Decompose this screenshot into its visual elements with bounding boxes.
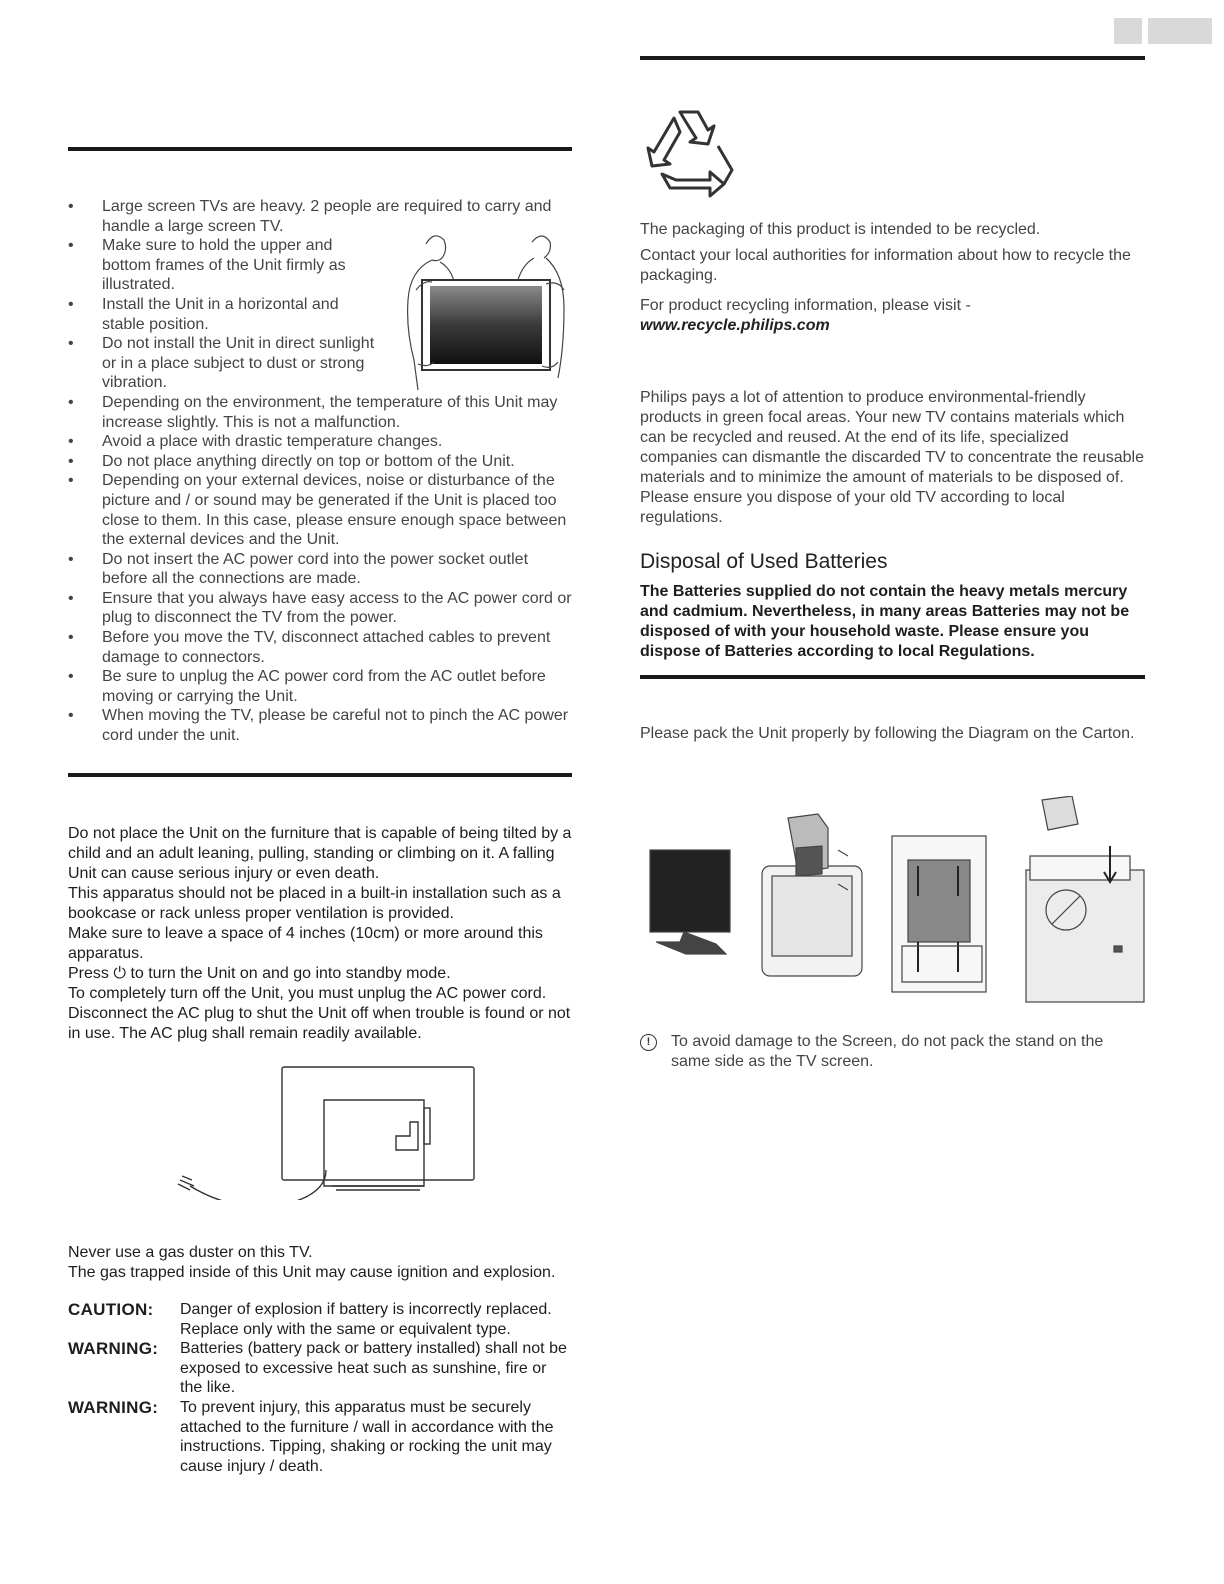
list-item: • Do not insert the AC power cord into the power socket outlet before all the connections are made.	[68, 550, 572, 589]
recycling-link[interactable]: www.recycle.philips.com	[640, 317, 830, 334]
caution-row	[68, 1300, 572, 1339]
safety-paragraph-power: Press ⏻ to turn the Unit on and go into standby mode.	[68, 965, 451, 982]
list-item: • Depending on your external devices, noise or disturbance of the picture and / or sound may be generated if the Unit is placed too close to them. In this case, please ensure enough space between the external devices and the Unit.	[68, 471, 572, 549]
warning-label: WARNING:	[68, 1339, 159, 1359]
batteries-text-block	[640, 582, 1145, 662]
packing-note-text: To avoid damage to the Screen, do not pack the stand on the same side as the TV screen.	[671, 1033, 1104, 1070]
list-item: • Avoid a place with drastic temperature changes.	[68, 432, 572, 452]
recycling-line: Contact your local authorities for information about how to recycle the packaging.	[640, 247, 1131, 284]
safety-section	[68, 824, 572, 1044]
list-item: • Before you move the TV, disconnect attached cables to prevent damage to connectors.	[68, 628, 572, 667]
tv-packing-diagram	[648, 796, 1146, 1008]
list-item: • Make sure to hold the upper and bottom frames of the Unit firmly as illustrated.	[68, 236, 572, 295]
section-rule-packing	[640, 675, 1145, 679]
batteries-heading: Disposal of Used Batteries	[640, 550, 888, 573]
warnings-section	[68, 1300, 572, 1476]
recycling-line: The packaging of this product is intended to be recycled.	[640, 221, 1041, 238]
safety-paragraph: To completely turn off the Unit, you must unplug the AC power cord.	[68, 985, 547, 1002]
packing-text: Please pack the Unit properly by following the Diagram on the Carton.	[640, 725, 1135, 742]
note-icon: !	[640, 1034, 657, 1051]
caution-text: Danger of explosion if battery is incorrectly replaced. Replace only with the same or equivalent type.	[180, 1301, 552, 1338]
packing-section	[640, 724, 1145, 750]
recycling-visit-line	[640, 296, 1145, 336]
safety-paragraph: This apparatus should not be placed in a built-in installation such as a bookcase or rack unless proper ventilation is provided.	[68, 885, 561, 922]
warning-row	[68, 1339, 572, 1398]
list-item: • Large screen TVs are heavy. 2 people are required to carry and handle a large screen TV.	[68, 197, 572, 236]
list-item: • Do not install the Unit in direct sunlight or in a place subject to dust or strong vibration.	[68, 334, 572, 393]
warning-text: To prevent injury, this apparatus must be securely attached to the furniture / wall in accordance with the instructions. Tipping, shaking or rocking the unit may cause injury / death.	[180, 1398, 554, 1475]
list-item: • Ensure that you always have easy access to the AC power cord or plug to disconnect the TV from the power.	[68, 589, 572, 628]
recycling-section	[640, 220, 1145, 662]
section-rule-recycling	[640, 56, 1145, 60]
two-people-carrying-tv-illustration	[396, 224, 576, 394]
list-item: • When moving the TV, please be careful not to pinch the AC power cord under the unit.	[68, 706, 572, 745]
safety-paragraph: Disconnect the AC plug to shut the Unit off when trouble is found or not in use. The AC plug shall remain readily available.	[68, 1005, 571, 1042]
environment-paragraph: Philips pays a lot of attention to produce environmental-friendly products in green focal areas. Your new TV contains materials which can be recycled and reused. At the end of its life, specialized companies can dismantle the discarded TV to concentrate the reusable materials and to minimize the amount of materials to be disposed of. Please ensure you dispose of your old TV according to local regulations.	[640, 389, 1144, 526]
section-rule-safety	[68, 773, 572, 777]
safety-paragraph: Make sure to leave a space of 4 inches (10cm) or more around this apparatus.	[68, 925, 543, 962]
recycling-visit-text: For product recycling information, please visit -	[640, 297, 971, 314]
batteries-text: The Batteries supplied do not contain the heavy metals mercury and cadmium. Nevertheless, in many areas Batteries may not be disposed of with your household waste. Please ensure you dispose of Batteries according to local Regulations.	[640, 583, 1130, 660]
list-item: • Depending on the environment, the temperature of this Unit may increase slightly. This is not a malfunction.	[68, 393, 572, 432]
tv-rear-power-cord-illustration	[176, 1064, 478, 1200]
page-tab-right	[1148, 18, 1212, 44]
gas-line: The gas trapped inside of this Unit may cause ignition and explosion.	[68, 1264, 556, 1281]
recycle-icon	[640, 104, 740, 200]
list-item: • Do not place anything directly on top or bottom of the Unit.	[68, 452, 572, 472]
safety-paragraph: Do not place the Unit on the furniture that is capable of being tilted by a child and an adult leaning, pulling, standing or climbing on it. A falling Unit can cause serious injury or even death.	[68, 825, 572, 882]
gas-duster-section	[68, 1243, 578, 1283]
list-item: • Install the Unit in a horizontal and stable position.	[68, 295, 572, 334]
packing-note	[640, 1032, 1145, 1078]
page-tabs	[1114, 18, 1212, 44]
warning-row	[68, 1398, 572, 1476]
warning-text: Batteries (battery pack or battery installed) shall not be exposed to excessive heat such as sunshine, fire or the like.	[180, 1340, 567, 1397]
caution-label: CAUTION:	[68, 1300, 154, 1319]
warning-label: WARNING:	[68, 1397, 159, 1417]
list-item: • Be sure to unplug the AC power cord from the AC outlet before moving or carrying the Unit.	[68, 667, 572, 706]
section-rule-handling	[68, 147, 572, 151]
gas-line: Never use a gas duster on this TV.	[68, 1244, 313, 1261]
page-tab-left	[1114, 18, 1142, 44]
